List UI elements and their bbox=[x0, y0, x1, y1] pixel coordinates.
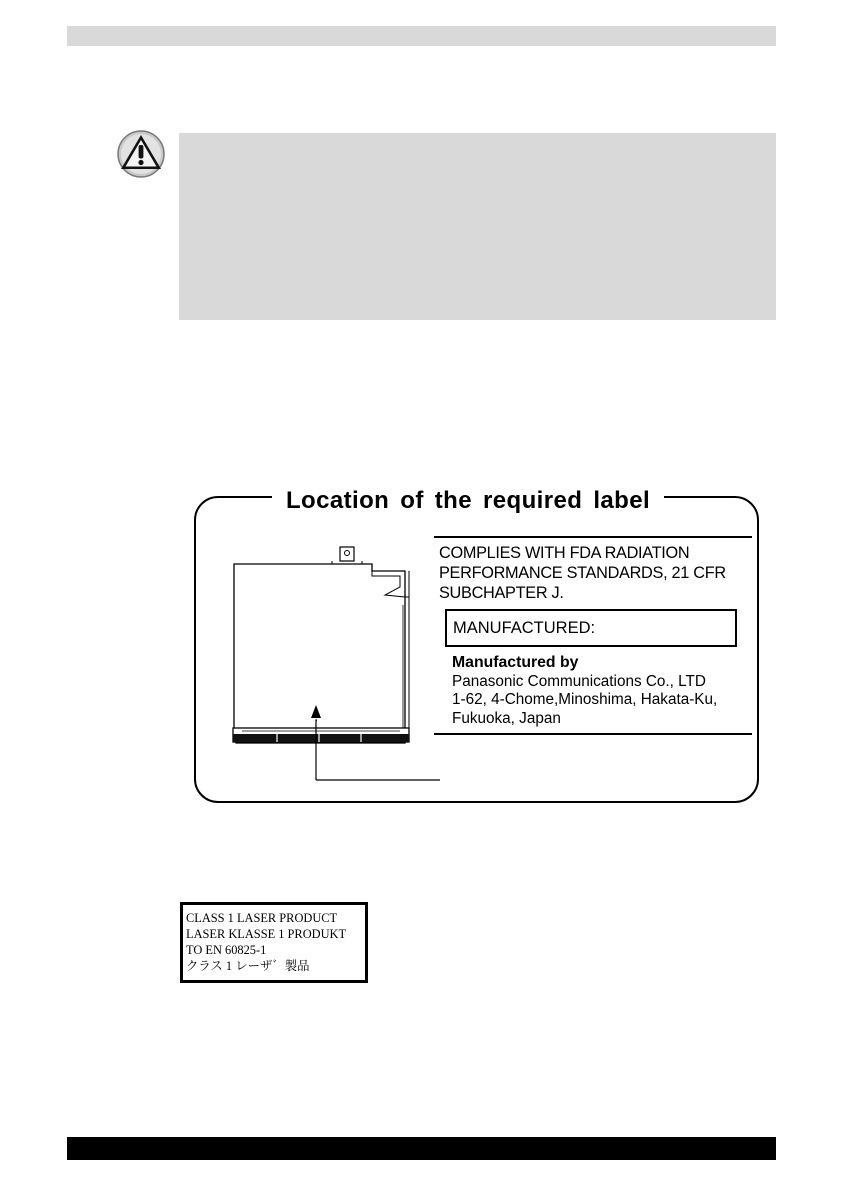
footer-bar bbox=[67, 1137, 776, 1160]
laser-label-line: TO EN 60825-1 bbox=[186, 943, 267, 957]
manufactured-by-heading: Manufactured by bbox=[452, 654, 579, 671]
address-line: Fukuoka, Japan bbox=[452, 709, 561, 727]
laser-label-line: クラス 1 レーザ゛製品 bbox=[186, 959, 310, 973]
fda-line: PERFORMANCE STANDARDS, 21 CFR bbox=[439, 564, 726, 582]
label-top-rule bbox=[434, 536, 752, 538]
address-line: 1-62, 4-Chome,Minoshima, Hakata-Ku, bbox=[452, 691, 718, 708]
laser-label-line: CLASS 1 LASER PRODUCT bbox=[186, 911, 338, 925]
address-line: Panasonic Communications Co., LTD bbox=[452, 672, 706, 690]
label-location-title: Location of the required label bbox=[272, 484, 664, 518]
manufactured-date-box bbox=[445, 609, 737, 647]
fda-line: SUBCHAPTER J. bbox=[439, 584, 564, 602]
header-bar bbox=[67, 26, 776, 46]
label-bottom-rule bbox=[434, 733, 752, 735]
laser-label-line: LASER KLASSE 1 PRODUKT bbox=[186, 927, 347, 941]
fda-compliance-text bbox=[439, 543, 726, 603]
manufacturer-info bbox=[452, 654, 717, 728]
laser-class-label bbox=[180, 902, 368, 983]
caution-note-box bbox=[179, 133, 776, 320]
manufactured-label: MANUFACTURED: bbox=[453, 619, 596, 637]
fda-line: COMPLIES WITH FDA RADIATION bbox=[439, 544, 690, 562]
caution-triangle-icon bbox=[116, 128, 166, 180]
optical-drive-drawing bbox=[200, 535, 440, 800]
